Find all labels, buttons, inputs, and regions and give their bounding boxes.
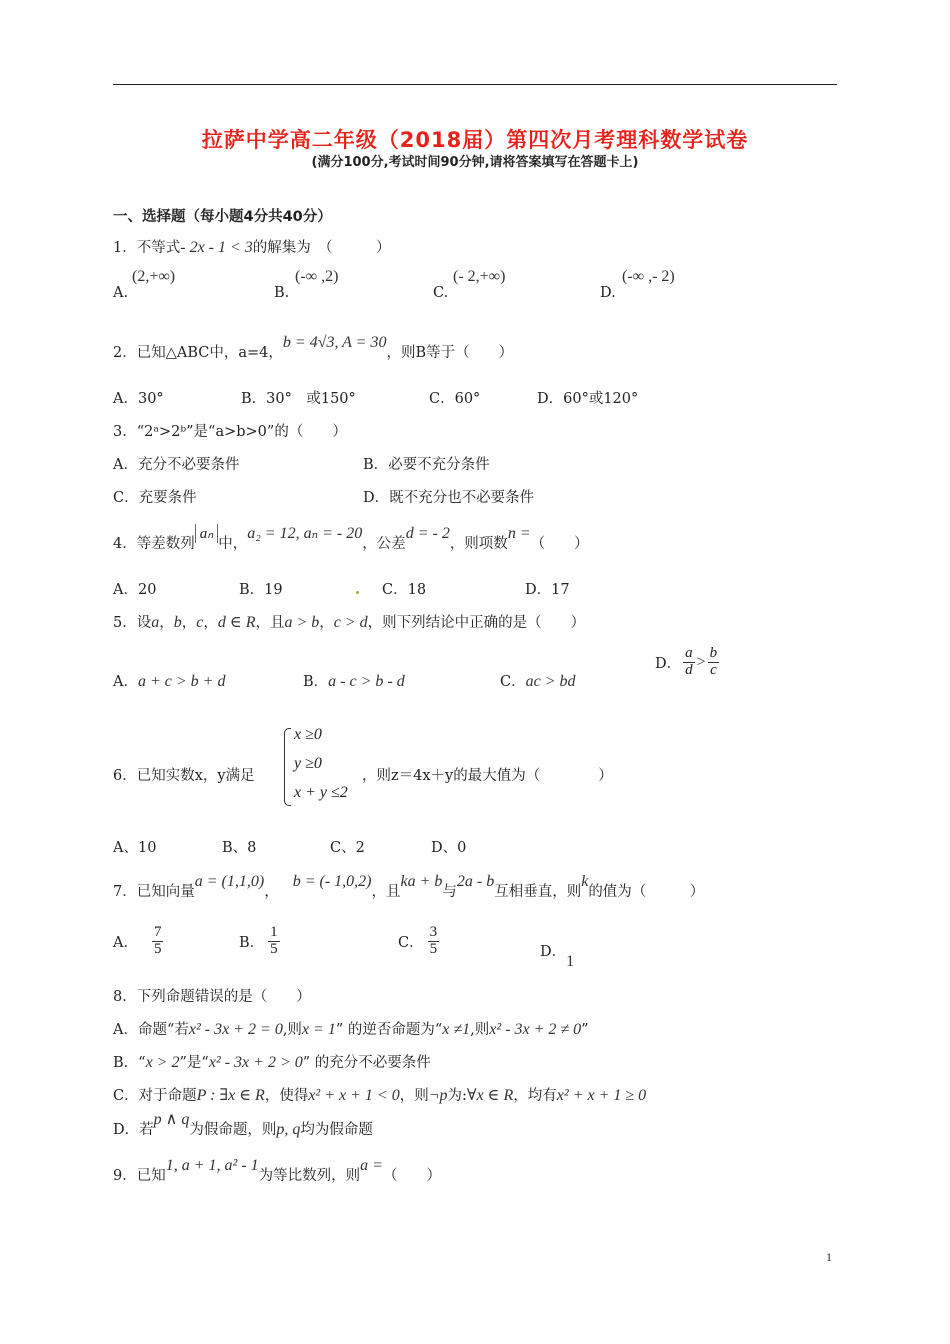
q8-option-c: C．对于命题P : ∃x ∈ R，使得x² + x + 1 < 0，则¬p为:∀x ∈ R，均有x² + x + 1 ≥ 0 bbox=[113, 1087, 647, 1104]
q8-option-d: D．若p ∧ q为假命题，则p, q均为假命题 bbox=[113, 1111, 373, 1138]
q1-option-b: B. bbox=[274, 285, 290, 301]
q4-option-d: D．17 bbox=[525, 582, 570, 598]
section-heading: 一、选择题（每小题4分共40分） bbox=[113, 209, 332, 225]
question-2-stem: 2．已知△ABC中，a=4，b = 4√3, A = 30，则B等于（ ） bbox=[113, 334, 514, 361]
q7-option-d: D．1 bbox=[540, 944, 575, 970]
constraint-system: x ≥0 y ≥0 x + y ≤2 bbox=[284, 726, 374, 808]
question-6-suffix: ，则z＝4x＋y的最大值为（ ） bbox=[362, 768, 613, 784]
q3-option-c: C．充要条件 bbox=[113, 490, 197, 506]
q2-option-a: A．30° bbox=[113, 391, 164, 407]
question-5-stem: 5．设a，b，c，d ∈ R，且a > b，c > d，则下列结论中正确的是（ ） bbox=[113, 614, 586, 631]
q4-option-b: B．19 bbox=[239, 582, 283, 598]
q5-option-a: A．a + c > b + d bbox=[113, 673, 226, 690]
question-1-stem: 1．不等式- 2x - 1 < 3的解集为 （ ） bbox=[113, 239, 391, 256]
q2-option-d: D．60°或120° bbox=[537, 391, 639, 407]
q7-option-b: B． $\frac{1}{5}$ bbox=[239, 924, 278, 957]
q5-option-c: C．ac > bd bbox=[500, 673, 576, 690]
question-8-stem: 8．下列命题错误的是（ ） bbox=[113, 989, 311, 1005]
q2-option-c: C．60° bbox=[429, 391, 481, 407]
question-9-stem: 9．已知1, a + 1, a² - 1为等比数列，则a =（ ） bbox=[113, 1157, 441, 1184]
question-6-prefix: 6．已知实数x，y满足 bbox=[113, 768, 255, 784]
q3-option-a: A．充分不必要条件 bbox=[113, 457, 240, 473]
exam-title: 拉萨中学高二年级（2018届）第四次月考理科数学试卷 bbox=[201, 128, 749, 152]
q1-option-b-expr: (-∞ ,2) bbox=[295, 268, 339, 285]
q1-option-d: D. bbox=[600, 285, 616, 301]
q1-option-d-expr: (-∞ ,- 2) bbox=[622, 268, 675, 285]
artifact-dot bbox=[356, 591, 359, 594]
q6-option-c: C、2 bbox=[330, 840, 365, 856]
q2-option-b: B．30° 或150° bbox=[241, 391, 356, 407]
exam-subtitle: (满分100分,考试时间90分钟,请将答案填写在答题卡上) bbox=[311, 155, 639, 170]
q8-option-b: B．“x > 2”是“x² - 3x + 2 > 0” 的充分不必要条件 bbox=[113, 1054, 431, 1071]
q7-option-a: A． $\frac{7}{5}$ bbox=[113, 924, 162, 957]
q1-option-c: C. bbox=[433, 285, 449, 301]
q5-option-b: B．a - c > b - d bbox=[303, 673, 405, 690]
q1-option-a: A. bbox=[113, 285, 129, 301]
question-7-stem: 7．已知向量a = (1,1,0)，b = (- 1,0,2)，且ka + b与2a - b互相垂直，则k的值为（ ） bbox=[113, 873, 705, 900]
page-number: 1 bbox=[826, 1250, 832, 1264]
q4-option-c: C．18 bbox=[382, 582, 427, 598]
q8-option-a: A．命题“若x² - 3x + 2 = 0,则x = 1” 的逆否命题为“x ≠1,则x² - 3x + 2 ≠ 0” bbox=[113, 1021, 589, 1038]
q3-option-b: B．必要不充分条件 bbox=[363, 457, 490, 473]
question-3-stem: 3．“2ᵃ>2ᵇ”是“a>b>0”的（ ） bbox=[113, 424, 347, 440]
q5-option-d: D． $\frac{a}{d}$ > $\frac{b}{c}$ bbox=[655, 645, 718, 678]
q3-option-d: D．既不充分也不必要条件 bbox=[363, 490, 535, 506]
q6-option-d: D、0 bbox=[431, 840, 467, 856]
question-4-stem: 4．等差数列aₙ中，a₂ = 12, aₙ = - 20，公差d = - 2，则项数n =（ ） bbox=[113, 525, 589, 552]
header-rule bbox=[113, 84, 837, 85]
q6-option-a: A、10 bbox=[113, 840, 157, 856]
q1-option-c-expr: (- 2,+∞) bbox=[453, 268, 506, 285]
q4-option-a: A．20 bbox=[113, 582, 157, 598]
q7-option-c: C． $\frac{3}{5}$ bbox=[398, 924, 438, 957]
q6-option-b: B、8 bbox=[222, 840, 257, 856]
system-brace bbox=[284, 728, 291, 806]
q1-option-a-expr: (2,+∞) bbox=[132, 268, 176, 285]
